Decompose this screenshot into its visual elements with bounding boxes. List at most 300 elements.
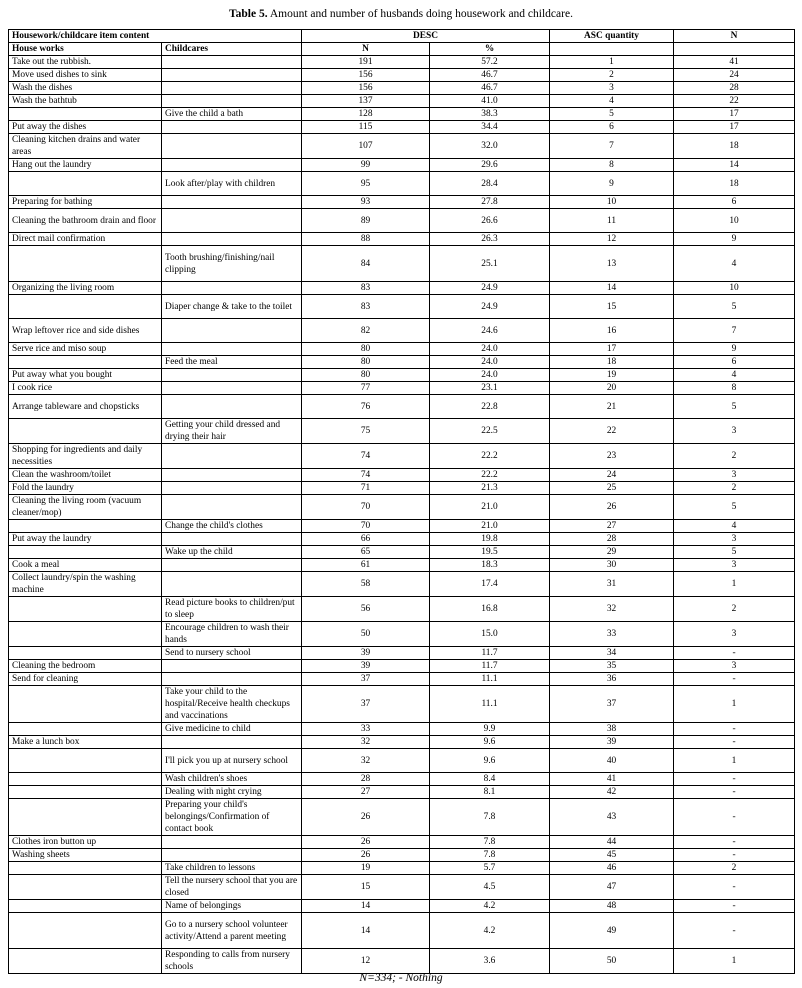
desc-n-cell: 32: [302, 736, 430, 749]
asc-quantity-cell: 10: [550, 196, 674, 209]
asc-quantity-cell: 21: [550, 395, 674, 419]
asc-quantity-cell: 44: [550, 836, 674, 849]
n-cell: 4: [674, 246, 795, 282]
asc-quantity-cell: 48: [550, 900, 674, 913]
table-row: [9, 559, 795, 572]
childcare-cell: Name of belongings: [162, 900, 302, 913]
asc-quantity-cell: 29: [550, 546, 674, 559]
childcare-cell: [162, 495, 302, 520]
housework-cell: Fold the laundry: [9, 482, 162, 495]
desc-pct-cell: 8.4: [430, 773, 550, 786]
asc-quantity-cell: 33: [550, 622, 674, 647]
table-row: [9, 572, 795, 597]
asc-quantity-cell: 7: [550, 134, 674, 159]
table-row: [9, 82, 795, 95]
table-row: [9, 546, 795, 559]
childcare-cell: [162, 196, 302, 209]
desc-n-cell: 33: [302, 723, 430, 736]
desc-n-cell: 80: [302, 356, 430, 369]
desc-n-cell: 75: [302, 419, 430, 444]
desc-n-cell: 83: [302, 295, 430, 319]
n-cell: 9: [674, 343, 795, 356]
housework-cell: Organizing the living room: [9, 282, 162, 295]
desc-n-cell: 39: [302, 647, 430, 660]
asc-quantity-cell: 4: [550, 95, 674, 108]
housework-cell: [9, 597, 162, 622]
childcare-cell: [162, 469, 302, 482]
housework-cell: [9, 786, 162, 799]
table-row: [9, 723, 795, 736]
childcare-cell: [162, 482, 302, 495]
housework-cell: [9, 773, 162, 786]
header-n-blank: [674, 43, 795, 56]
desc-pct-cell: 7.8: [430, 799, 550, 836]
desc-n-cell: 19: [302, 862, 430, 875]
n-cell: 10: [674, 282, 795, 295]
asc-quantity-cell: 30: [550, 559, 674, 572]
asc-quantity-cell: 16: [550, 319, 674, 343]
housework-cell: [9, 520, 162, 533]
housework-cell: Serve rice and miso soup: [9, 343, 162, 356]
desc-pct-cell: 4.5: [430, 875, 550, 900]
desc-n-cell: 93: [302, 196, 430, 209]
housework-cell: Wash the bathtub: [9, 95, 162, 108]
desc-n-cell: 80: [302, 343, 430, 356]
childcare-cell: Give the child a bath: [162, 108, 302, 121]
table-row: [9, 686, 795, 723]
asc-quantity-cell: 3: [550, 82, 674, 95]
desc-pct-cell: 11.7: [430, 647, 550, 660]
table-row: [9, 622, 795, 647]
childcare-cell: [162, 343, 302, 356]
desc-pct-cell: 32.0: [430, 134, 550, 159]
desc-n-cell: 70: [302, 495, 430, 520]
childcare-cell: Go to a nursery school volunteer activity/Attend a parent meeting: [162, 913, 302, 949]
n-cell: 7: [674, 319, 795, 343]
asc-quantity-cell: 47: [550, 875, 674, 900]
housework-cell: [9, 900, 162, 913]
header-desc: DESC: [302, 30, 550, 43]
asc-quantity-cell: 39: [550, 736, 674, 749]
asc-quantity-cell: 41: [550, 773, 674, 786]
desc-pct-cell: 11.1: [430, 673, 550, 686]
n-cell: 3: [674, 469, 795, 482]
desc-pct-cell: 11.1: [430, 686, 550, 723]
table-row: [9, 172, 795, 196]
n-cell: -: [674, 875, 795, 900]
table-row: [9, 108, 795, 121]
housework-cell: Cleaning the bedroom: [9, 660, 162, 673]
childcare-cell: [162, 282, 302, 295]
table-row: [9, 482, 795, 495]
childcare-cell: [162, 382, 302, 395]
desc-pct-cell: 24.0: [430, 356, 550, 369]
n-cell: 18: [674, 134, 795, 159]
header-row-2: [9, 43, 795, 56]
housework-cell: [9, 862, 162, 875]
n-cell: 3: [674, 533, 795, 546]
housework-cell: Washing sheets: [9, 849, 162, 862]
table-row: [9, 849, 795, 862]
table-row: [9, 900, 795, 913]
n-cell: 22: [674, 95, 795, 108]
asc-quantity-cell: 26: [550, 495, 674, 520]
desc-pct-cell: 27.8: [430, 196, 550, 209]
childcare-cell: [162, 56, 302, 69]
desc-n-cell: 61: [302, 559, 430, 572]
asc-quantity-cell: 11: [550, 209, 674, 233]
desc-n-cell: 74: [302, 444, 430, 469]
table-row: [9, 382, 795, 395]
table-row: [9, 836, 795, 849]
housework-cell: [9, 246, 162, 282]
desc-pct-cell: 15.0: [430, 622, 550, 647]
table-row: [9, 773, 795, 786]
n-cell: 18: [674, 172, 795, 196]
childcare-cell: [162, 121, 302, 134]
housework-cell: [9, 356, 162, 369]
asc-quantity-cell: 18: [550, 356, 674, 369]
header-n: N: [674, 30, 795, 43]
n-cell: -: [674, 723, 795, 736]
desc-n-cell: 14: [302, 913, 430, 949]
asc-quantity-cell: 20: [550, 382, 674, 395]
housework-cell: [9, 295, 162, 319]
n-cell: 2: [674, 482, 795, 495]
table-row: [9, 369, 795, 382]
childcare-cell: [162, 209, 302, 233]
table-row: [9, 95, 795, 108]
housework-cell: Cleaning the bathroom drain and floor: [9, 209, 162, 233]
housework-cell: [9, 419, 162, 444]
table-row: [9, 159, 795, 172]
n-cell: 14: [674, 159, 795, 172]
asc-quantity-cell: 6: [550, 121, 674, 134]
housework-cell: [9, 686, 162, 723]
table-row: [9, 209, 795, 233]
asc-quantity-cell: 17: [550, 343, 674, 356]
childcare-cell: Give medicine to child: [162, 723, 302, 736]
housework-cell: Clothes iron button up: [9, 836, 162, 849]
n-cell: 1: [674, 949, 795, 974]
desc-pct-cell: 46.7: [430, 82, 550, 95]
desc-n-cell: 71: [302, 482, 430, 495]
n-cell: 5: [674, 546, 795, 559]
n-cell: -: [674, 849, 795, 862]
childcare-cell: [162, 736, 302, 749]
desc-pct-cell: 9.6: [430, 749, 550, 773]
housework-cell: Put away what you bought: [9, 369, 162, 382]
childcare-cell: Responding to calls from nursery schools: [162, 949, 302, 974]
n-cell: 3: [674, 660, 795, 673]
desc-pct-cell: 26.6: [430, 209, 550, 233]
header-desc-pct: %: [430, 43, 550, 56]
housework-cell: Preparing for bathing: [9, 196, 162, 209]
childcare-cell: [162, 233, 302, 246]
childcare-cell: [162, 660, 302, 673]
desc-pct-cell: 57.2: [430, 56, 550, 69]
desc-pct-cell: 16.8: [430, 597, 550, 622]
table-caption-label: Table 5.: [229, 8, 268, 20]
table-row: [9, 395, 795, 419]
desc-n-cell: 65: [302, 546, 430, 559]
desc-n-cell: 70: [302, 520, 430, 533]
desc-pct-cell: 41.0: [430, 95, 550, 108]
desc-n-cell: 83: [302, 282, 430, 295]
table-caption: [0, 8, 802, 20]
housework-cell: Cleaning kitchen drains and water areas: [9, 134, 162, 159]
desc-n-cell: 39: [302, 660, 430, 673]
asc-quantity-cell: 35: [550, 660, 674, 673]
asc-quantity-cell: 31: [550, 572, 674, 597]
desc-pct-cell: 5.7: [430, 862, 550, 875]
asc-quantity-cell: 50: [550, 949, 674, 974]
header-desc-n: N: [302, 43, 430, 56]
desc-pct-cell: 22.8: [430, 395, 550, 419]
housework-cell: [9, 647, 162, 660]
desc-n-cell: 76: [302, 395, 430, 419]
desc-n-cell: 89: [302, 209, 430, 233]
table-row: [9, 444, 795, 469]
housework-cell: Send for cleaning: [9, 673, 162, 686]
childcare-cell: [162, 319, 302, 343]
asc-quantity-cell: 12: [550, 233, 674, 246]
n-cell: 2: [674, 597, 795, 622]
desc-n-cell: 56: [302, 597, 430, 622]
desc-n-cell: 28: [302, 773, 430, 786]
asc-quantity-cell: 23: [550, 444, 674, 469]
asc-quantity-cell: 14: [550, 282, 674, 295]
asc-quantity-cell: 15: [550, 295, 674, 319]
housework-cell: Cleaning the living room (vacuum cleaner/mop): [9, 495, 162, 520]
table-row: [9, 356, 795, 369]
table-row: [9, 647, 795, 660]
table-body: [9, 56, 795, 974]
housework-cell: [9, 949, 162, 974]
desc-pct-cell: 28.4: [430, 172, 550, 196]
desc-pct-cell: 9.6: [430, 736, 550, 749]
n-cell: 1: [674, 749, 795, 773]
table-row: [9, 875, 795, 900]
n-cell: 17: [674, 121, 795, 134]
desc-pct-cell: 7.8: [430, 849, 550, 862]
desc-n-cell: 32: [302, 749, 430, 773]
housework-cell: [9, 546, 162, 559]
housework-cell: Arrange tableware and chopsticks: [9, 395, 162, 419]
childcare-cell: [162, 673, 302, 686]
desc-n-cell: 99: [302, 159, 430, 172]
housework-childcare-table: [8, 29, 795, 974]
asc-quantity-cell: 49: [550, 913, 674, 949]
childcare-cell: I'll pick you up at nursery school: [162, 749, 302, 773]
table-row: [9, 69, 795, 82]
table-row: [9, 597, 795, 622]
desc-pct-cell: 22.2: [430, 469, 550, 482]
desc-pct-cell: 24.9: [430, 282, 550, 295]
table-row: [9, 660, 795, 673]
desc-pct-cell: 3.6: [430, 949, 550, 974]
table-row: [9, 862, 795, 875]
table-row: [9, 749, 795, 773]
table-row: [9, 786, 795, 799]
asc-quantity-cell: 24: [550, 469, 674, 482]
housework-cell: [9, 875, 162, 900]
desc-pct-cell: 34.4: [430, 121, 550, 134]
asc-quantity-cell: 19: [550, 369, 674, 382]
desc-n-cell: 15: [302, 875, 430, 900]
n-cell: 5: [674, 395, 795, 419]
desc-pct-cell: 24.9: [430, 295, 550, 319]
n-cell: -: [674, 736, 795, 749]
desc-pct-cell: 38.3: [430, 108, 550, 121]
housework-cell: Collect laundry/spin the washing machine: [9, 572, 162, 597]
n-cell: 4: [674, 520, 795, 533]
desc-pct-cell: 25.1: [430, 246, 550, 282]
desc-n-cell: 115: [302, 121, 430, 134]
table-row: [9, 319, 795, 343]
n-cell: 5: [674, 295, 795, 319]
childcare-cell: [162, 836, 302, 849]
desc-n-cell: 95: [302, 172, 430, 196]
asc-quantity-cell: 28: [550, 533, 674, 546]
n-cell: 4: [674, 369, 795, 382]
table-row: [9, 233, 795, 246]
desc-pct-cell: 21.0: [430, 520, 550, 533]
childcare-cell: [162, 849, 302, 862]
asc-quantity-cell: 34: [550, 647, 674, 660]
housework-cell: Cook a meal: [9, 559, 162, 572]
n-cell: 3: [674, 622, 795, 647]
n-cell: -: [674, 799, 795, 836]
desc-n-cell: 50: [302, 622, 430, 647]
childcare-cell: Change the child's clothes: [162, 520, 302, 533]
n-cell: -: [674, 673, 795, 686]
n-cell: 1: [674, 572, 795, 597]
desc-pct-cell: 8.1: [430, 786, 550, 799]
table-row: [9, 949, 795, 974]
n-cell: 10: [674, 209, 795, 233]
childcare-cell: Tell the nursery school that you are closed: [162, 875, 302, 900]
header-item-content: Housework/childcare item content: [9, 30, 302, 43]
childcare-cell: Dealing with night crying: [162, 786, 302, 799]
table-row: [9, 196, 795, 209]
n-cell: -: [674, 836, 795, 849]
asc-quantity-cell: 22: [550, 419, 674, 444]
header-asc-blank: [550, 43, 674, 56]
desc-n-cell: 80: [302, 369, 430, 382]
desc-pct-cell: 21.3: [430, 482, 550, 495]
asc-quantity-cell: 2: [550, 69, 674, 82]
childcare-cell: Encourage children to wash their hands: [162, 622, 302, 647]
n-cell: 6: [674, 196, 795, 209]
desc-pct-cell: 24.0: [430, 343, 550, 356]
desc-n-cell: 88: [302, 233, 430, 246]
housework-cell: Put away the dishes: [9, 121, 162, 134]
childcare-cell: Wake up the child: [162, 546, 302, 559]
n-cell: -: [674, 647, 795, 660]
housework-cell: I cook rice: [9, 382, 162, 395]
childcare-cell: Tooth brushing/finishing/nail clipping: [162, 246, 302, 282]
n-cell: 3: [674, 559, 795, 572]
n-cell: -: [674, 913, 795, 949]
childcare-cell: Take children to lessons: [162, 862, 302, 875]
n-cell: 5: [674, 495, 795, 520]
desc-n-cell: 37: [302, 686, 430, 723]
desc-n-cell: 27: [302, 786, 430, 799]
n-cell: 41: [674, 56, 795, 69]
table-footnote: N=334; - Nothing: [359, 972, 443, 984]
n-cell: 28: [674, 82, 795, 95]
table-row: [9, 419, 795, 444]
table-row: [9, 134, 795, 159]
desc-n-cell: 156: [302, 69, 430, 82]
n-cell: 2: [674, 862, 795, 875]
desc-n-cell: 107: [302, 134, 430, 159]
desc-n-cell: 137: [302, 95, 430, 108]
table-row: [9, 799, 795, 836]
header-row-1: [9, 30, 795, 43]
n-cell: 1: [674, 686, 795, 723]
asc-quantity-cell: 32: [550, 597, 674, 622]
table-row: [9, 56, 795, 69]
childcare-cell: [162, 369, 302, 382]
childcare-cell: [162, 82, 302, 95]
desc-n-cell: 26: [302, 799, 430, 836]
childcare-cell: Wash children's shoes: [162, 773, 302, 786]
housework-cell: Wash the dishes: [9, 82, 162, 95]
asc-quantity-cell: 5: [550, 108, 674, 121]
childcare-cell: [162, 159, 302, 172]
desc-n-cell: 128: [302, 108, 430, 121]
childcare-cell: [162, 533, 302, 546]
n-cell: 2: [674, 444, 795, 469]
desc-pct-cell: 19.8: [430, 533, 550, 546]
header-house-works: House works: [9, 43, 162, 56]
housework-cell: Clean the washroom/toilet: [9, 469, 162, 482]
table-caption-text: Amount and number of husbands doing housework and childcare.: [267, 8, 573, 20]
desc-pct-cell: 22.2: [430, 444, 550, 469]
n-cell: 6: [674, 356, 795, 369]
desc-pct-cell: 9.9: [430, 723, 550, 736]
desc-pct-cell: 22.5: [430, 419, 550, 444]
childcare-cell: [162, 69, 302, 82]
desc-pct-cell: 11.7: [430, 660, 550, 673]
asc-quantity-cell: 27: [550, 520, 674, 533]
table-row: [9, 295, 795, 319]
desc-pct-cell: 18.3: [430, 559, 550, 572]
desc-n-cell: 58: [302, 572, 430, 597]
desc-n-cell: 191: [302, 56, 430, 69]
table-row: [9, 121, 795, 134]
asc-quantity-cell: 43: [550, 799, 674, 836]
desc-n-cell: 26: [302, 849, 430, 862]
n-cell: 3: [674, 419, 795, 444]
childcare-cell: Feed the meal: [162, 356, 302, 369]
desc-n-cell: 82: [302, 319, 430, 343]
childcare-cell: Send to nursery school: [162, 647, 302, 660]
childcare-cell: Getting your child dressed and drying their hair: [162, 419, 302, 444]
childcare-cell: Take your child to the hospital/Receive health checkups and vaccinations: [162, 686, 302, 723]
desc-pct-cell: 17.4: [430, 572, 550, 597]
housework-cell: [9, 723, 162, 736]
housework-cell: [9, 913, 162, 949]
desc-pct-cell: 24.0: [430, 369, 550, 382]
housework-cell: Move used dishes to sink: [9, 69, 162, 82]
asc-quantity-cell: 45: [550, 849, 674, 862]
desc-pct-cell: 46.7: [430, 69, 550, 82]
table-row: [9, 673, 795, 686]
desc-n-cell: 26: [302, 836, 430, 849]
